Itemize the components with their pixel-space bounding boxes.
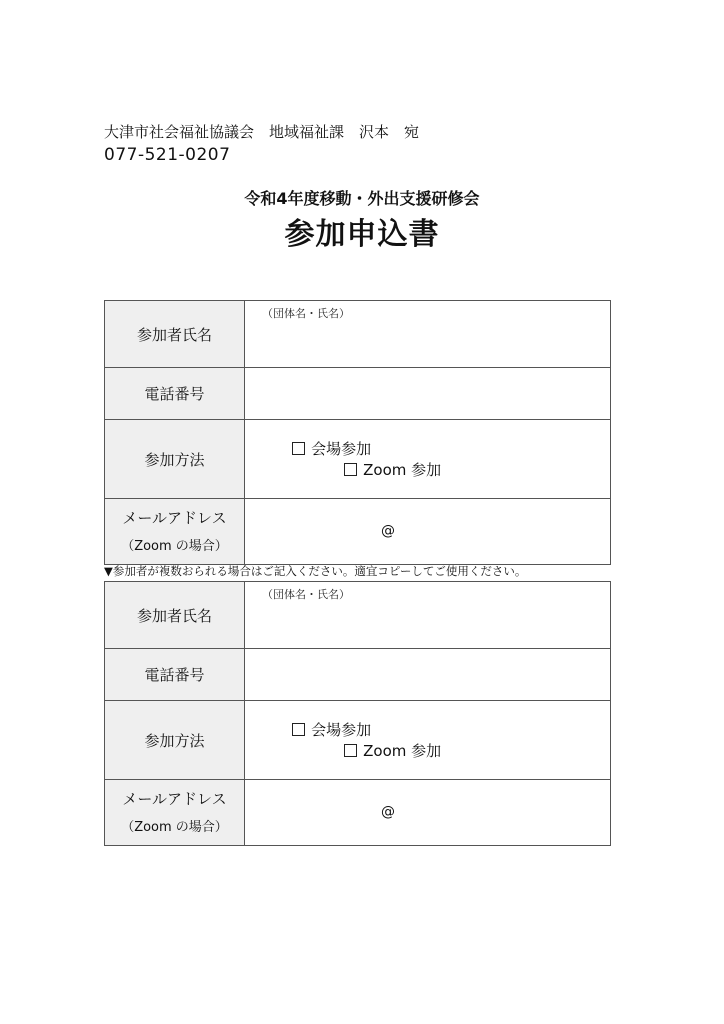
method-field bbox=[245, 701, 611, 780]
contact-phone: 077-521-0207 bbox=[104, 145, 231, 165]
zoom-option[interactable]: Zoom 参加 bbox=[344, 459, 441, 480]
phone-field[interactable] bbox=[245, 368, 611, 420]
name-label: 参加者氏名 bbox=[105, 582, 245, 649]
checkbox-icon[interactable] bbox=[344, 744, 357, 757]
page-title: 参加申込書 bbox=[284, 217, 440, 252]
name-hint: （団体名・氏名） bbox=[262, 307, 350, 320]
email-sublabel: （Zoom の場合） bbox=[121, 819, 228, 835]
at-sign: @ bbox=[381, 804, 395, 820]
checkbox-icon[interactable] bbox=[344, 463, 357, 476]
name-hint: （団体名・氏名） bbox=[262, 588, 350, 601]
checkbox-icon[interactable] bbox=[292, 723, 305, 736]
zoom-option[interactable]: Zoom 参加 bbox=[344, 740, 441, 761]
name-field[interactable] bbox=[245, 301, 611, 368]
phone-field[interactable] bbox=[245, 649, 611, 701]
name-label: 参加者氏名 bbox=[105, 301, 245, 368]
event-title: 令和4年度移動・外出支援研修会 bbox=[244, 189, 480, 208]
email-sublabel: （Zoom の場合） bbox=[121, 538, 228, 554]
method-field bbox=[245, 420, 611, 499]
email-label: メールアドレス （Zoom の場合） bbox=[105, 780, 245, 846]
application-form-1 bbox=[104, 300, 611, 565]
venue-option[interactable]: 会場参加 bbox=[292, 719, 371, 740]
venue-option[interactable]: 会場参加 bbox=[292, 438, 371, 459]
method-label: 参加方法 bbox=[105, 420, 245, 499]
application-form-2 bbox=[104, 581, 611, 846]
at-sign: @ bbox=[381, 523, 395, 539]
phone-label: 電話番号 bbox=[105, 649, 245, 701]
method-label: 参加方法 bbox=[105, 701, 245, 780]
checkbox-icon[interactable] bbox=[292, 442, 305, 455]
copy-note: ▼参加者が複数おられる場合はご記入ください。適宜コピーしてご使用ください。 bbox=[104, 564, 527, 578]
email-field[interactable] bbox=[245, 780, 611, 846]
recipient-line: 大津市社会福祉協議会 地域福祉課 沢本 宛 bbox=[104, 123, 420, 141]
email-field[interactable] bbox=[245, 499, 611, 565]
phone-label: 電話番号 bbox=[105, 368, 245, 420]
name-field[interactable] bbox=[245, 582, 611, 649]
email-label: メールアドレス （Zoom の場合） bbox=[105, 499, 245, 565]
